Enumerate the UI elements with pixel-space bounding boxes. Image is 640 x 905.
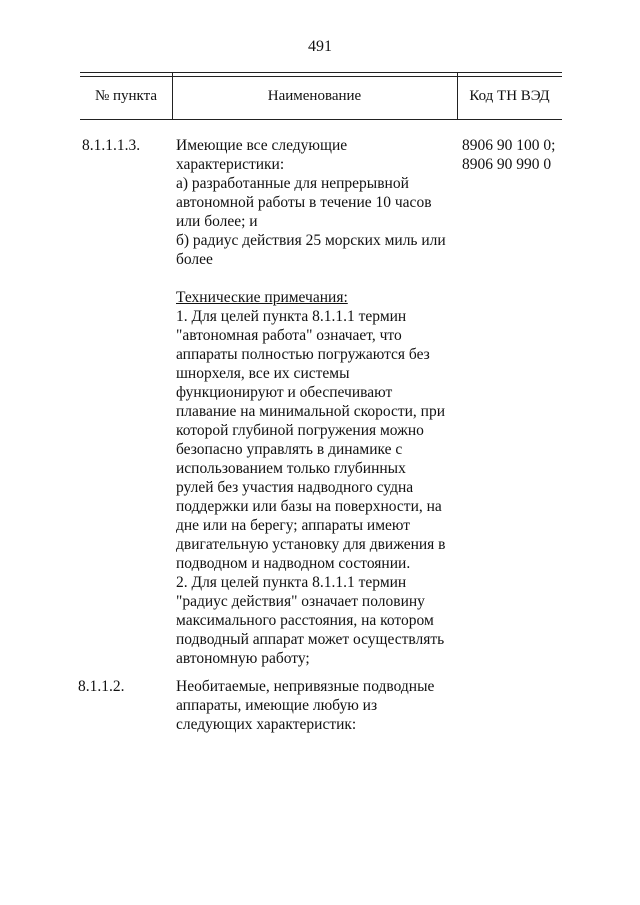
entry-number: 8.1.1.1.3. xyxy=(82,137,141,154)
notes-title: Технические примечания: xyxy=(176,289,348,306)
note-line: поддержки или базы на поверхности, на xyxy=(176,498,442,515)
note-line: двигательную установку для движения в xyxy=(176,536,446,553)
note-line: функционируют и обеспечивают xyxy=(176,384,393,401)
entry-line: характеристики: xyxy=(176,156,285,173)
note-line: плавание на минимальной скорости, при xyxy=(176,403,446,420)
entry-codes xyxy=(462,136,572,174)
entry-number: 8.1.1.2. xyxy=(78,678,125,695)
entry-line: аппараты, имеющие любую из xyxy=(176,697,378,714)
entry-line: Необитаемые, непривязные подводные xyxy=(176,678,435,695)
note-line: аппараты полностью погружаются без xyxy=(176,346,430,363)
note-line: шнорхеля, все их системы xyxy=(176,365,350,382)
entry-line: Имеющие все следующие xyxy=(176,137,348,154)
note-line: которой глубиной погружения можно xyxy=(176,422,424,439)
entry-line: следующих характеристик: xyxy=(176,716,357,733)
entry-line: б) радиус действия 25 морских миль или xyxy=(176,232,446,249)
entry-line: или более; и xyxy=(176,213,258,230)
note-line: использованием только глубинных xyxy=(176,460,406,477)
entry-text xyxy=(176,136,461,668)
entry-line: автономной работы в течение 10 часов xyxy=(176,194,432,211)
note-line: 2. Для целей пункта 8.1.1.1 термин xyxy=(176,574,407,591)
table-top-rule-double xyxy=(80,76,562,77)
table-header-bottom-rule xyxy=(80,119,562,120)
note-line: подводный аппарат может осуществлять xyxy=(176,631,445,648)
header-item-number: № пункта xyxy=(94,88,158,104)
entry-line: более xyxy=(176,251,213,268)
table-top-rule xyxy=(80,72,562,73)
note-line: 1. Для целей пункта 8.1.1.1 термин xyxy=(176,308,407,325)
entry-line: а) разработанные для непрерывной xyxy=(176,175,409,192)
code-line: 8906 90 990 0 xyxy=(462,156,552,173)
note-line: безопасно управлять в динамике с xyxy=(176,441,403,458)
note-line: "автономная работа" означает, что xyxy=(176,327,402,344)
code-line: 8906 90 100 0; xyxy=(462,137,556,154)
entry-text xyxy=(176,677,461,734)
page-number: 491 xyxy=(308,38,332,55)
header-name: Наименование xyxy=(267,88,362,104)
note-line: дне или на берегу; аппараты имеют xyxy=(176,517,411,534)
note-line: рулей без участия надводного судна xyxy=(176,479,414,496)
note-line: автономную работу; xyxy=(176,650,310,667)
note-line: подводном и надводном состоянии. xyxy=(176,555,411,572)
header-code: Код ТН ВЭД xyxy=(469,88,550,104)
note-line: максимального расстояния, на котором xyxy=(176,612,434,629)
note-line: "радиус действия" означает половину xyxy=(176,593,425,610)
